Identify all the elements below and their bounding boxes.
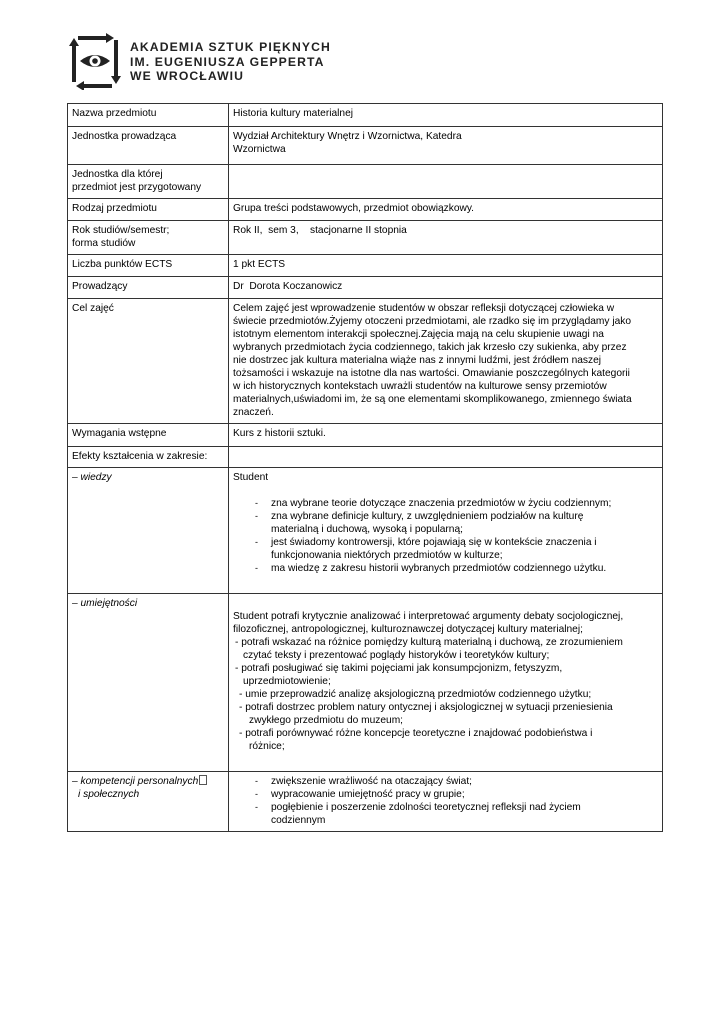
list-item: - potrafi dostrzec problem natury ontycznej i aksjologicznej w sytuacji przeniesienia — [239, 702, 613, 713]
row-efekty — [68, 447, 663, 468]
cel-line: materialnych,uświadomi im, że są one elementami skomplikowanego, zmiennego świata — [233, 394, 632, 405]
umiejetnosci-intro-line: filozoficznej, antropologicznej, kulturoznawczej dotyczącej kultury materialnej; — [233, 624, 583, 635]
label-wiedzy: – wiedzy — [68, 468, 229, 594]
list-item — [255, 801, 658, 827]
cel-line: wybranych przedmiotach życia codziennego, takich jak krzesło czy sukienka, aby przez — [233, 342, 627, 353]
label-ects: Liczba punktów ECTS — [68, 255, 229, 277]
list-item-line: funkcjonowania niektórych przedmiotów w kulturze; — [271, 550, 503, 561]
checkbox-glyph-icon — [199, 775, 207, 785]
list-item-line: - pogłębienie i poszerzenie zdolności teoretycznej refleksji nad życiem — [271, 802, 581, 813]
label-dla-ktorej — [68, 165, 229, 199]
row-wiedzy — [68, 468, 663, 594]
row-cel — [68, 299, 663, 424]
row-wymagania — [68, 424, 663, 447]
list-item — [255, 775, 658, 788]
label-rok-line-1: Rok studiów/semestr; — [72, 225, 170, 236]
list-item — [255, 562, 658, 575]
label-kompetencje-line-2: i społecznych — [78, 789, 140, 800]
label-kompetencje-text: – kompetencji personalnych — [72, 776, 199, 787]
value-cel — [229, 299, 663, 424]
list-item-line: czytać teksty i prezentować poglądy historyków i teoretyków kultury; — [243, 650, 550, 661]
institution-name — [130, 40, 331, 84]
list-item-line: uprzedmiotowienie; — [243, 676, 331, 687]
kompetencje-list — [233, 775, 658, 827]
wiedzy-list — [233, 497, 658, 575]
label-kompetencje-line-1 — [72, 775, 224, 788]
value-wiedzy — [229, 468, 663, 594]
row-rodzaj — [68, 199, 663, 221]
value-ects: 1 pkt ECTS — [229, 255, 663, 277]
value-prowadzacy: Dr Dorota Koczanowicz — [229, 277, 663, 299]
value-rodzaj: Grupa treści podstawowych, przedmiot obowiązkowy. — [229, 199, 663, 221]
row-prowadzacy — [68, 277, 663, 299]
value-nazwa: Historia kultury materialnej — [229, 104, 663, 127]
cel-line: w ich historycznych kontekstach uwrażli studentów na kulturowe sensy przemiotów — [233, 381, 607, 392]
list-item — [255, 536, 658, 562]
list-item — [255, 497, 658, 510]
institution-line-3: WE WROCŁAWIU — [130, 69, 245, 83]
value-jednostka — [229, 127, 663, 165]
syllabus-table — [67, 103, 663, 832]
cel-line: Celem zajęć jest wprowadzenie studentów w obszar refleksji dotyczącej człowieka w — [233, 303, 615, 314]
list-item-line: - wypracowanie umiejętność pracy w grupie; — [271, 789, 465, 800]
label-dla-ktorej-line-1: Jednostka dla której — [72, 169, 163, 180]
list-item — [255, 788, 658, 801]
value-rok: Rok II, sem 3, stacjonarne II stopnia — [229, 221, 663, 255]
value-umiejetnosci — [229, 594, 663, 772]
label-jednostka: Jednostka prowadząca — [68, 127, 229, 165]
institution-line-1: AKADEMIA SZTUK PIĘKNYCH — [130, 40, 331, 54]
value-efekty — [229, 447, 663, 468]
value-dla-ktorej — [229, 165, 663, 199]
label-rodzaj: Rodzaj przedmiotu — [68, 199, 229, 221]
list-item-line: różnice; — [249, 741, 285, 752]
cel-line: świecie przedmiotów.Żyjemy otoczeni przedmiotami, ale rzadko się im przyglądamy jako — [233, 316, 632, 327]
row-ects — [68, 255, 663, 277]
umiejetnosci-intro-line: Student potrafi krytycznie analizować i interpretować argumenty debaty socjologicznej, — [233, 611, 624, 622]
value-kompetencje — [229, 772, 663, 832]
label-rok — [68, 221, 229, 255]
value-wymagania: Kurs z historii sztuki. — [229, 424, 663, 447]
cel-line: nie dostrzec jak kultura materialna wiąże nas z innymi ludźmi, jest źródłem naszej — [233, 355, 602, 366]
wiedzy-intro: Student — [233, 472, 269, 483]
list-item-line: zwykłego przedmiotu do muzeum; — [249, 715, 404, 726]
label-dla-ktorej-line-2: przedmiot jest przygotowany — [72, 182, 202, 193]
institution-line-2: IM. EUGENIUSZA GEPPERTA — [130, 54, 325, 69]
list-item: - potrafi posługiwać się takimi pojęciami jak konsumpcjonizm, fetyszyzm, — [235, 663, 563, 674]
label-prowadzacy: Prowadzący — [68, 277, 229, 299]
list-item-line: - ma wiedzę z zakresu historii wybranych przedmiotów codziennego użytku. — [271, 563, 607, 574]
label-efekty: Efekty kształcenia w zakresie: — [68, 447, 229, 468]
cel-line: znaczeń. — [233, 407, 274, 418]
label-umiejetnosci: – umiejętności — [68, 594, 229, 772]
list-item: - potrafi wskazać na różnice pomiędzy kulturą materialną i duchową, ze zrozumieniem — [235, 637, 623, 648]
label-wymagania: Wymagania wstępne — [68, 424, 229, 447]
list-item-line: - zwiększenie wrażliwość na otaczający świat; — [271, 776, 472, 787]
cel-line: istotnym elementom interakcji społecznej.Zajęcia mają na celu skupienie uwagi na — [233, 329, 604, 340]
label-rok-line-2: forma studiów — [72, 238, 136, 249]
list-item: - potrafi porównywać różne koncepcje teoretyczne i znajdować podobieństwa i — [239, 728, 593, 739]
row-dla-ktorej — [68, 165, 663, 199]
row-umiejetnosci — [68, 594, 663, 772]
label-nazwa: Nazwa przedmiotu — [68, 104, 229, 127]
list-item-line: - zna wybrane definicje kultury, z uwzględnieniem podziałów na kulturę — [271, 511, 584, 522]
list-item-line: materialną i duchową, wysoką i popularną; — [271, 524, 463, 535]
list-item-line: - jest świadomy kontrowersji, które pojawiają się w kontekście znaczenia i — [271, 537, 597, 548]
list-item-line: - zna wybrane teorie dotyczące znaczenia przedmiotów w życiu codziennym; — [271, 498, 612, 509]
header — [66, 30, 366, 90]
list-item — [255, 510, 658, 536]
cel-line: tożsamości i wskazuje na istotne dla nas wartości. Omawianie poszczególnych kategorii — [233, 368, 630, 379]
label-kompetencje — [68, 772, 229, 832]
list-item: - umie przeprowadzić analizę aksjologiczną przedmiotów codziennego użytku; — [239, 689, 592, 700]
academy-logo-icon — [66, 32, 124, 90]
list-item-line: codziennym — [271, 815, 326, 826]
label-cel: Cel zajęć — [68, 299, 229, 424]
row-jednostka — [68, 127, 663, 165]
value-jednostka-line-2: Wzornictwa — [233, 144, 286, 155]
row-nazwa — [68, 104, 663, 127]
row-kompetencje — [68, 772, 663, 832]
row-rok — [68, 221, 663, 255]
value-jednostka-line-1: Wydział Architektury Wnętrz i Wzornictwa, Katedra — [233, 131, 462, 142]
